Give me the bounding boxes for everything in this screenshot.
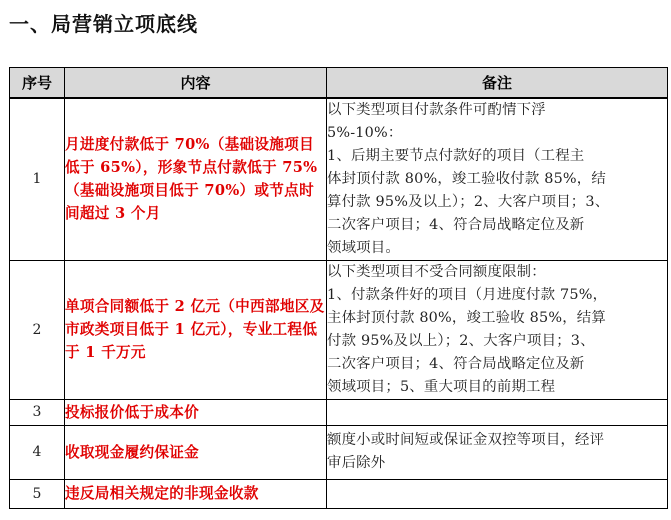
row-note [327, 425, 668, 479]
note-line: 额度小或时间短或保证金双控等项目，经评 [327, 432, 605, 448]
row-content: 投标报价低于成本价 [65, 399, 327, 425]
header-content: 内容 [65, 68, 327, 98]
rules-table [9, 67, 668, 509]
note-line: 体封顶付款 80%，竣工验收付款 85%，结 [327, 170, 606, 187]
table-row [10, 425, 668, 479]
table-row [10, 479, 668, 508]
row-note [327, 260, 668, 399]
row-content: 单项合同额低于 2 亿元（中西部地区及市政类项目低于 1 亿元），专业工程低于 1 千万元 [65, 260, 327, 399]
note-line: 以下类型项目付款条件可酌情下浮 [327, 101, 546, 118]
note-line: 领域项目。 [327, 239, 400, 256]
note-line: 算付款 95%及以上）；2、大客户项目；3、 [327, 193, 610, 210]
row-index: 4 [10, 425, 65, 479]
row-index: 5 [10, 479, 65, 508]
note-line: 以下类型项目不受合同额度限制： [327, 263, 546, 280]
note-line: 1、付款条件好的项目（月进度付款 75%， [327, 286, 608, 303]
row-index: 1 [10, 98, 65, 261]
table-header-row [10, 68, 668, 98]
row-content: 违反局相关规定的非现金收款 [65, 479, 327, 508]
row-content: 收取现金履约保证金 [65, 425, 327, 479]
note-line: 5%-10%： [327, 124, 403, 141]
note-line: 领域项目；5、重大项目的前期工程 [327, 378, 556, 395]
note-line: 二次客户项目；4、符合局战略定位及新 [327, 216, 585, 233]
note-line: 付款 95%及以上）；2、大客户项目；3、 [327, 332, 595, 349]
header-note: 备注 [327, 68, 668, 98]
row-note [327, 98, 668, 261]
row-note [327, 479, 668, 508]
note-line: 主体封顶付款 80%，竣工验收 85%，结算 [327, 309, 606, 326]
note-line: 1、后期主要节点付款好的项目（工程主 [327, 147, 585, 164]
table-row [10, 399, 668, 425]
row-index: 3 [10, 399, 65, 425]
row-index: 2 [10, 260, 65, 399]
section-heading: 一、局营销立项底线 [9, 12, 198, 36]
row-note [327, 399, 668, 425]
note-line: 审后除外 [327, 455, 386, 471]
note-line: 二次客户项目；4、符合局战略定位及新 [327, 355, 585, 372]
table-row [10, 98, 668, 261]
header-index: 序号 [10, 68, 65, 98]
row-content: 月进度付款低于 70%（基础设施项目低于 65%），形象节点付款低于 75%（基础设施项目低于 70%）或节点时间超过 3 个月 [65, 98, 327, 261]
table-row [10, 260, 668, 399]
